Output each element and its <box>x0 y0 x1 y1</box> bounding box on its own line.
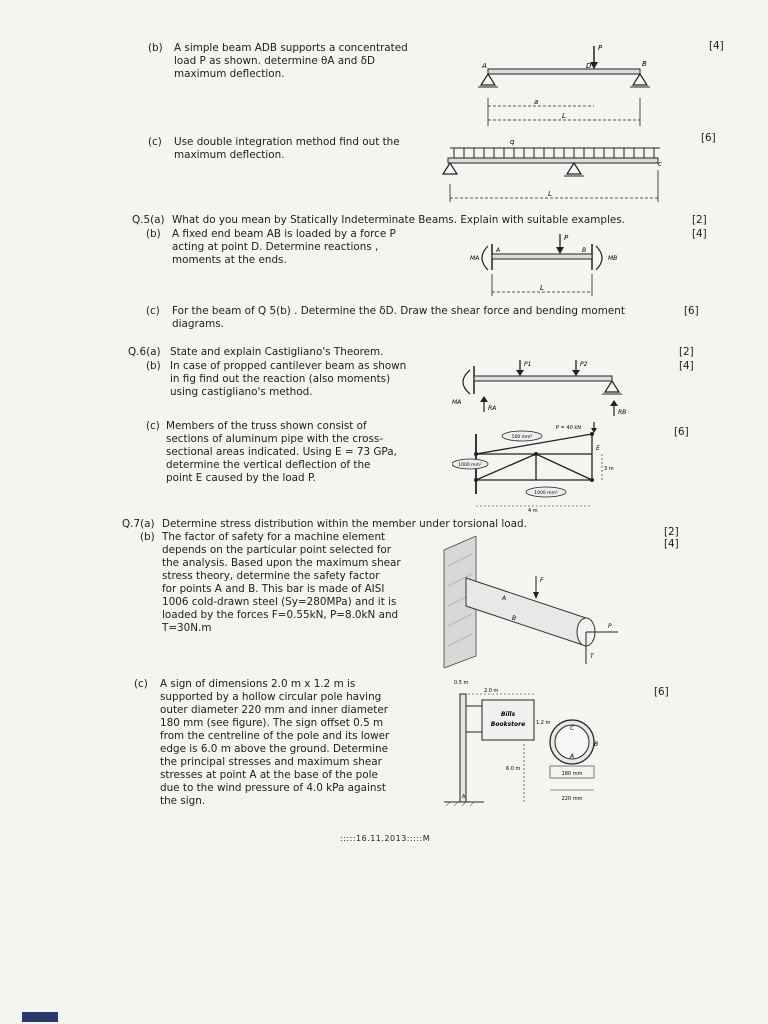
q4b-line3: maximum deflection. <box>174 68 285 80</box>
sign-text-line2: Bookstore <box>490 721 526 728</box>
q5c-marks: [6] <box>684 305 699 317</box>
torsion-b-text: B <box>512 615 517 622</box>
q6c-line5: point E caused by the load P. <box>166 472 316 484</box>
q6a-marks: [2] <box>679 346 694 358</box>
fixed-p-text: P <box>564 234 569 242</box>
q6c-label: (c) <box>146 420 160 432</box>
q5b-line2: acting at point D. Determine reactions , <box>172 241 379 253</box>
q5b-label: (b) <box>146 228 161 240</box>
udl-l-text: L <box>548 190 552 198</box>
truss-area1-text: 500 mm² <box>511 435 533 440</box>
q7b-marks: [4] <box>664 538 679 550</box>
q7b-line7: loaded by the forces F=0.55kN, P=8.0kN and <box>162 609 399 621</box>
fixed-b-text: B <box>582 247 587 254</box>
truss-dim2-text: 4 m <box>528 508 538 512</box>
truss-p-text: P = 40 kN <box>556 425 581 431</box>
q7c-line5: from the centreline of the pole and its lower <box>160 730 390 742</box>
beam-adb-figure <box>470 40 660 128</box>
propped-p2-text: P2 <box>580 361 588 368</box>
q7a-label: Q.7(a) <box>122 518 155 530</box>
q6c-line1: Members of the truss shown consist of <box>166 420 367 432</box>
q7c-label: (c) <box>134 678 148 690</box>
point-d-text: D <box>586 62 592 70</box>
sign-h-text: 1.2 m <box>536 720 551 726</box>
sign-off-text: 0.5 m <box>454 680 469 686</box>
q7c-marks: [6] <box>654 686 669 698</box>
point-b-text: B <box>642 60 647 68</box>
q5c-line2: diagrams. <box>172 318 224 330</box>
fixed-ma-text: MA <box>470 255 480 262</box>
q7b-label: (b) <box>140 531 155 543</box>
q7a-marks: [2] <box>664 526 679 538</box>
load-p-text: P <box>598 44 603 52</box>
sign-c-text: C <box>570 725 575 732</box>
torsion-p-text: P <box>608 623 612 630</box>
q6c-line3: sectional areas indicated. Using E = 73 GPa, <box>166 446 397 458</box>
torsion-a-text: A <box>502 595 507 602</box>
q5b-marks: [4] <box>692 228 707 240</box>
dim-a-text: a <box>534 98 539 106</box>
q4c-label: (c) <box>148 136 162 148</box>
q5c-line1: For the beam of Q 5(b) . Determine the δD. Draw the shear force and bending moment <box>172 305 625 317</box>
q7b-line1: The factor of safety for a machine element <box>162 531 386 543</box>
q7b-line2: depends on the particular point selected for <box>162 544 392 556</box>
q6c-line2: sections of aluminum pipe with the cross- <box>166 433 384 445</box>
propped-p1-text: P1 <box>524 361 532 368</box>
q5b-line3: moments at the ends. <box>172 254 287 266</box>
q7c-line8: stresses at point A at the base of the pole <box>160 769 378 781</box>
q6c-marks: [6] <box>674 426 689 438</box>
torsion-bar-figure <box>436 536 626 668</box>
q4c-line1: Use double integration method find out the <box>174 136 400 148</box>
q7b-line5: for points A and B. This bar is made of AISI <box>162 583 385 595</box>
truss-e-text: E <box>596 445 600 452</box>
truss-figure <box>452 420 622 512</box>
sign-b-text: B <box>594 741 599 748</box>
udl-beam-figure <box>440 134 670 210</box>
q7c-line4: 180 mm (see figure). The sign offset 0.5 m <box>160 717 384 729</box>
q4c-marks: [6] <box>701 132 716 144</box>
footer-date: :::::16.11.2013:::::M <box>340 834 431 843</box>
sign-hgt-text: 6.0 m <box>506 766 521 772</box>
sign-pole-figure <box>424 676 604 816</box>
torsion-f-text: F <box>540 577 544 584</box>
point-a-text: A <box>482 62 487 70</box>
truss-dim1-text: 3 m <box>604 466 614 472</box>
propped-ma-text: MA <box>452 399 462 406</box>
q6b-line1: In case of propped cantilever beam as shown <box>170 360 407 372</box>
udl-label-text: q <box>510 138 515 146</box>
q5b-line1: A fixed end beam AB is loaded by a force P <box>172 228 396 240</box>
fixed-l-text: L <box>540 284 544 292</box>
q7c-line6: edge is 6.0 m above the ground. Determine <box>160 743 388 755</box>
q5a-label: Q.5(a) <box>132 214 165 226</box>
q7c-line10: the sign. <box>160 795 206 807</box>
scan-edge-mark <box>22 1012 58 1022</box>
q7b-line8: T=30N.m <box>162 622 212 634</box>
q6a-label: Q.6(a) <box>128 346 161 358</box>
sign-a2-text: A <box>570 753 575 760</box>
q6b-label: (b) <box>146 360 161 372</box>
dim-l-text: L <box>562 112 566 120</box>
udl-c-text: c <box>658 160 662 168</box>
q6b-marks: [4] <box>679 360 694 372</box>
q4b-marks: [4] <box>709 40 724 52</box>
q5c-label: (c) <box>146 305 160 317</box>
propped-ra-text: RA <box>488 405 497 412</box>
sign-din-text: 180 mm <box>561 771 583 777</box>
q7c-line2: supported by a hollow circular pole having <box>160 691 382 703</box>
q4c-line2: maximum deflection. <box>174 149 285 161</box>
fixed-beam-figure <box>470 230 620 302</box>
q6c-line4: determine the vertical deflection of the <box>166 459 371 471</box>
q5a-marks: [2] <box>692 214 707 226</box>
q5a-text: What do you mean by Statically Indeterminate Beams. Explain with suitable examples. <box>172 214 625 226</box>
q7c-line1: A sign of dimensions 2.0 m x 1.2 m is <box>160 678 356 690</box>
q4b-label: (b) <box>148 42 163 54</box>
propped-cantilever-figure <box>448 358 628 420</box>
truss-area3-text: 1000 mm² <box>534 491 558 496</box>
q4b-line1: A simple beam ADB supports a concentrated <box>174 42 408 54</box>
q6b-line3: using castigliano's method. <box>170 386 313 398</box>
q7b-line6: 1006 cold-drawn steel (Sy=280MPa) and it is <box>162 596 397 608</box>
sign-dout-text: 220 mm <box>561 796 583 802</box>
fixed-a-text: A <box>496 247 501 254</box>
torsion-t-text: T <box>590 653 594 660</box>
sign-text-line1: Bills <box>500 711 516 718</box>
q7c-line7: the principal stresses and maximum shear <box>160 756 382 768</box>
q6a-text: State and explain Castigliano's Theorem. <box>170 346 384 358</box>
q6b-line2: in fig find out the reaction (also moments) <box>170 373 391 385</box>
truss-area2-text: 1000 mm² <box>458 463 482 468</box>
q7b-line4: stress theory, determine the safety factor <box>162 570 380 582</box>
sign-w-text: 2.0 m <box>484 688 499 694</box>
q7c-line9: due to the wind pressure of 4.0 kPa against <box>160 782 386 794</box>
sign-point-a-text: A <box>462 794 466 800</box>
q7a-text: Determine stress distribution within the member under torsional load. <box>162 518 527 530</box>
q7b-line3: the analysis. Based upon the maximum shear <box>162 557 401 569</box>
fixed-mb-text: MB <box>608 255 618 262</box>
q7c-line3: outer diameter 220 mm and inner diameter <box>160 704 389 716</box>
q4b-line2: load P as shown. determine θA and δD <box>174 55 376 67</box>
propped-rb-text: RB <box>618 409 627 416</box>
